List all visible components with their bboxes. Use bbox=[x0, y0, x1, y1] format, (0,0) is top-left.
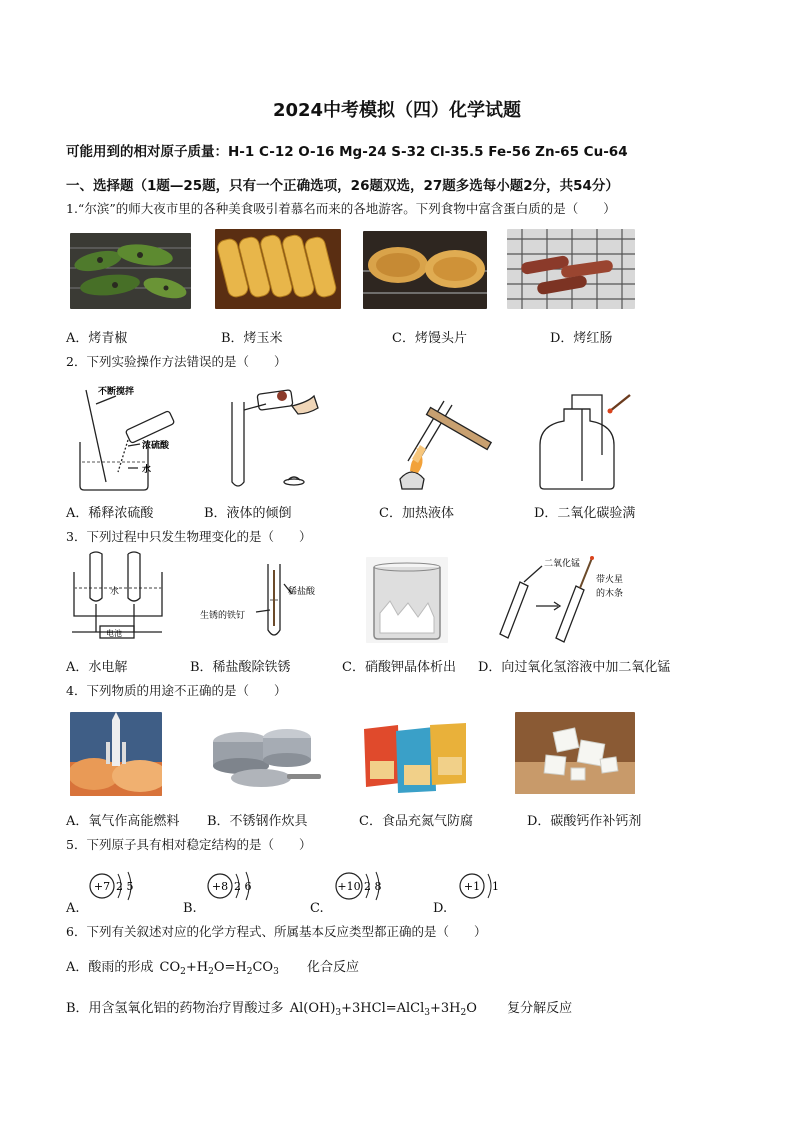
heat-liquid-diagram bbox=[372, 385, 498, 493]
label-acid: 浓硫酸 bbox=[142, 441, 170, 451]
svg-text:+8: +8 bbox=[211, 880, 229, 893]
question-4-stem: 4．下列物质的用途不正确的是（ ） bbox=[66, 683, 287, 698]
q6-option-a[interactable] bbox=[66, 956, 359, 977]
question-2-stem: 2．下列实验操作方法错误的是（ ） bbox=[66, 354, 287, 369]
q6-option-a-equation: $CO_2+H_2O=H_2CO_3$ bbox=[159, 960, 279, 977]
q1-option-a[interactable]: A．烤青椒 bbox=[66, 331, 128, 346]
hydrogen-peroxide-diagram bbox=[480, 552, 640, 646]
atom-structure-d bbox=[458, 866, 506, 906]
label-battery: 电池 bbox=[106, 629, 122, 638]
page-title: 2024中考模拟（四）化学试题 bbox=[272, 100, 522, 121]
q5-option-a[interactable]: A. bbox=[66, 901, 80, 916]
pour-liquid-diagram bbox=[218, 382, 324, 492]
q5-option-c[interactable]: C. bbox=[310, 901, 324, 916]
q2-option-a[interactable]: A．稀释浓硫酸 bbox=[66, 506, 154, 521]
dilute-acid-diagram bbox=[66, 382, 190, 492]
svg-text:2 6: 2 6 bbox=[234, 880, 252, 893]
crystal-beaker-image bbox=[366, 557, 448, 643]
question-3-stem: 3．下列过程中只发生物理变化的是（ ） bbox=[66, 529, 312, 544]
q6-option-a-text: A．酸雨的形成 bbox=[66, 960, 154, 975]
question-5-stem: 5．下列原子具有相对稳定结构的是（ ） bbox=[66, 837, 312, 852]
svg-text:2 8: 2 8 bbox=[364, 880, 382, 893]
q4-option-a[interactable]: A．氧气作高能燃料 bbox=[66, 814, 180, 829]
svg-text:1: 1 bbox=[492, 880, 499, 893]
q5-option-b[interactable]: B. bbox=[183, 901, 197, 916]
q6-option-b-equation: $Al(OH)_3+3HCl=AlCl_3+3H_2O$ bbox=[289, 1001, 477, 1018]
q3-option-b[interactable]: B．稀盐酸除铁锈 bbox=[190, 660, 291, 675]
q5-option-d[interactable]: D. bbox=[433, 901, 448, 916]
q6-option-b-text: B．用含氢氧化铝的药物治疗胃酸过多 bbox=[66, 1001, 284, 1016]
q6-option-b[interactable] bbox=[66, 997, 572, 1018]
q4-option-c[interactable]: C．食品充氮气防腐 bbox=[359, 814, 473, 829]
calcium-carbonate-image bbox=[515, 712, 635, 794]
grilled-corn-image bbox=[215, 229, 341, 309]
grilled-bun-image bbox=[363, 231, 487, 309]
section-heading: 一、选择题（1题—25题，只有一个正确选项，26题双选，27题多选每小题2分，共54分） bbox=[66, 178, 619, 194]
label-stir: 不断搅拌 bbox=[98, 387, 135, 397]
grilled-pepper-image bbox=[70, 233, 191, 309]
label-hcl: 稀盐酸 bbox=[288, 587, 316, 597]
q6-option-b-type: 复分解反应 bbox=[507, 1001, 573, 1016]
co2-check-diagram bbox=[524, 385, 642, 493]
q1-option-c[interactable]: C．烤馒头片 bbox=[392, 331, 467, 346]
q2-option-d[interactable]: D．二氧化碳验满 bbox=[534, 506, 636, 521]
atom-structure-c bbox=[334, 866, 398, 906]
rusty-nail-diagram bbox=[198, 560, 348, 646]
svg-text:2 5: 2 5 bbox=[116, 880, 134, 893]
q3-option-a[interactable]: A．水电解 bbox=[66, 660, 128, 675]
grilled-sausage-image bbox=[507, 229, 635, 309]
label-splint2: 的木条 bbox=[596, 589, 624, 599]
question-6-stem: 6．下列有关叙述对应的化学方程式、所属基本反应类型都正确的是（ ） bbox=[66, 924, 487, 939]
rocket-image bbox=[70, 712, 162, 796]
q3-option-d[interactable]: D．向过氧化氢溶液中加二氧化锰 bbox=[478, 660, 671, 675]
q1-option-d[interactable]: D．烤红肠 bbox=[550, 331, 613, 346]
atom-structure-a bbox=[88, 866, 148, 906]
label-splint1: 带火星 bbox=[596, 575, 624, 585]
label-water: 水 bbox=[142, 465, 152, 475]
q6-option-a-type: 化合反应 bbox=[306, 960, 359, 975]
question-1-stem: 1.“尔滨”的师大夜市里的各种美食吸引着慕名而来的各地游客。下列食物中富含蛋白质的是（ ） bbox=[66, 201, 616, 216]
q4-option-d[interactable]: D．碳酸钙作补钙剂 bbox=[527, 814, 642, 829]
atomic-mass-line: 可能用到的相对原子质量：H-1 C-12 O-16 Mg-24 S-32 Cl-35.5 Fe-56 Zn-65 Cu-64 bbox=[66, 144, 628, 160]
svg-text:+1: +1 bbox=[463, 880, 481, 893]
q2-option-b[interactable]: B．液体的倾倒 bbox=[204, 506, 292, 521]
atom-structure-b bbox=[206, 866, 266, 906]
q4-option-b[interactable]: B．不锈钢作炊具 bbox=[207, 814, 308, 829]
electrolysis-diagram bbox=[66, 548, 176, 648]
svg-text:+7: +7 bbox=[93, 880, 111, 893]
label-nail: 生锈的铁钉 bbox=[200, 611, 246, 621]
svg-text:+10: +10 bbox=[337, 880, 361, 893]
q1-option-b[interactable]: B．烤玉米 bbox=[221, 331, 283, 346]
label-mno2: 二氧化锰 bbox=[544, 559, 581, 569]
chip-bags-image bbox=[360, 717, 470, 797]
steel-cookware-image bbox=[201, 712, 325, 796]
label-water: 水 bbox=[110, 587, 120, 597]
q3-option-c[interactable]: C．硝酸钾晶体析出 bbox=[342, 660, 456, 675]
q2-option-c[interactable]: C．加热液体 bbox=[379, 506, 454, 521]
